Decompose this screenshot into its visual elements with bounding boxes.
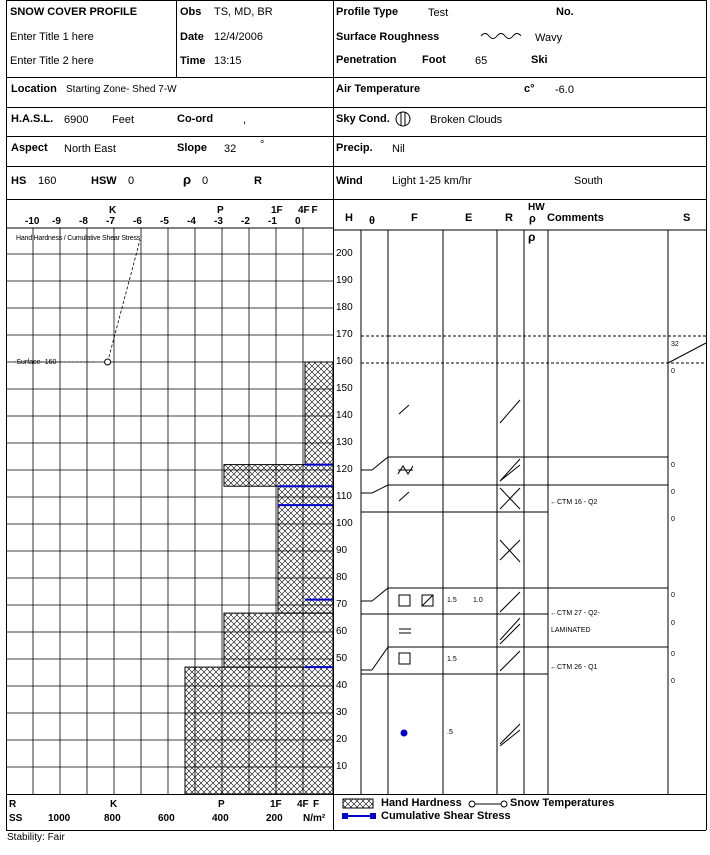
legend-shear-stress: Cumulative Shear Stress: [381, 810, 511, 822]
height-label: 120: [336, 464, 353, 475]
axis-tick: -1: [268, 216, 277, 227]
height-label: 190: [336, 275, 353, 286]
ss-800: 800: [104, 813, 121, 824]
profile-line: [500, 459, 520, 481]
ss-unit: N/m²: [303, 813, 326, 824]
hs-value: 160: [38, 175, 57, 187]
time-label: Time: [180, 55, 206, 67]
hw-rho-symbol: ρ: [528, 230, 536, 244]
bottom-1f: 1F: [270, 799, 282, 810]
bottom-k: K: [110, 799, 118, 810]
axis-tick: 0: [295, 216, 301, 227]
axis-letter: K: [109, 205, 117, 216]
profile-line: [500, 465, 520, 481]
hasl-value: 6900: [64, 114, 89, 126]
bottom-ss: SS: [9, 813, 23, 824]
height-label: 30: [336, 707, 348, 718]
axis-tick: -6: [133, 216, 142, 227]
foot-label: Foot: [422, 54, 446, 66]
aspect-label: Aspect: [11, 142, 48, 154]
legend-snow-temps: Snow Temperatures: [510, 797, 615, 809]
profile-line: [372, 457, 388, 470]
hand-hardness-bar: [224, 613, 333, 667]
col-s: S: [683, 212, 691, 224]
comment-text: ←CTM 16 - Q2: [550, 499, 598, 506]
profile-line: [500, 592, 520, 612]
s-value: 32: [671, 341, 679, 348]
divider: [333, 0, 334, 830]
profile-line: [372, 485, 388, 493]
hand-hardness-swatch: [342, 798, 376, 810]
ss-600: 600: [158, 813, 175, 824]
height-label: 180: [336, 302, 353, 313]
axis-tick: -4: [187, 216, 196, 227]
s-value: 0: [671, 651, 675, 658]
obs-label: Obs: [180, 6, 202, 18]
hs-label: HS: [11, 175, 27, 187]
axis-letter: 1F: [271, 205, 283, 216]
border-right: [706, 0, 707, 830]
height-label: 20: [336, 734, 348, 745]
comment-text: ←CTM 26 - Q1: [550, 664, 598, 671]
shear-stress-swatch: [342, 811, 376, 821]
coord-value: ,: [243, 114, 247, 126]
height-label: 80: [336, 572, 348, 583]
e-value: 1.5: [447, 656, 457, 663]
s-value: 0: [671, 462, 675, 469]
col-rho: ρ: [529, 213, 536, 225]
height-label: 200: [336, 248, 353, 259]
axis-tick: -2: [241, 216, 250, 227]
date-value: 12/4/2006: [214, 31, 263, 43]
grain-symbol: [399, 595, 410, 606]
axis-tick: -5: [160, 216, 169, 227]
divider: [6, 136, 706, 137]
axis-letter: F: [311, 205, 318, 216]
snow-temperature-line: [108, 240, 140, 362]
slope-label: Slope: [177, 142, 207, 154]
profile-type-value: Test: [428, 7, 449, 19]
border-left: [6, 0, 7, 830]
height-label: 10: [336, 761, 348, 772]
hand-hardness-bar: [185, 667, 333, 794]
height-label: 170: [336, 329, 353, 340]
hand-hardness-bar: [224, 465, 333, 487]
profile-line: [500, 400, 520, 423]
profile-line: [500, 724, 520, 744]
s-value: 0: [671, 489, 675, 496]
precip-value: Nil: [392, 143, 405, 155]
s-value: 0: [671, 620, 675, 627]
divider: [6, 199, 706, 200]
height-label: 50: [336, 653, 348, 664]
slope-unit: °: [260, 139, 265, 151]
surface-roughness-value: Wavy: [535, 32, 563, 44]
bottom-f: F: [313, 799, 320, 810]
e-value: 1.5: [447, 597, 457, 604]
height-label: 40: [336, 680, 348, 691]
comment-text: LAMINATED: [551, 627, 591, 634]
height-label: 150: [336, 383, 353, 394]
surface-label: -Surface- 160: [14, 359, 57, 366]
title-1[interactable]: Enter Title 1 here: [10, 31, 94, 43]
s-value: 0: [671, 368, 675, 375]
grain-symbol: [399, 405, 409, 414]
ss-1000: 1000: [48, 813, 71, 824]
wavy-icon: [480, 30, 522, 42]
grain-symbol: [422, 595, 433, 606]
hsw-value: 0: [128, 175, 135, 187]
bottom-r: R: [9, 799, 17, 810]
col-r: R: [505, 212, 513, 224]
col-comments: Comments: [547, 212, 604, 224]
title-2[interactable]: Enter Title 2 here: [10, 55, 94, 67]
axis-tick: -3: [214, 216, 223, 227]
height-label: 160: [336, 356, 353, 367]
ski-label: Ski: [531, 54, 548, 66]
surface-roughness-label: Surface Roughness: [336, 31, 440, 43]
divider: [176, 0, 177, 77]
hand-hardness-bar: [305, 362, 333, 465]
s-value: 0: [671, 678, 675, 685]
profile-line: [500, 651, 520, 671]
grain-symbol: [399, 653, 410, 664]
air-temp-label: Air Temperature: [336, 83, 421, 95]
axis-tick: -10: [25, 216, 40, 227]
divider: [6, 77, 706, 78]
border-top: [6, 0, 706, 1]
height-label: 70: [336, 599, 348, 610]
hasl-unit: Feet: [112, 114, 135, 126]
e-value: .5: [447, 729, 453, 736]
border-bottom: [6, 830, 706, 831]
profile-line: [500, 618, 520, 640]
axis-subtitle: Hand Hardness / Cumulative Shear Stress: [16, 235, 141, 242]
s-value: 0: [671, 592, 675, 599]
profile-line: [372, 588, 388, 601]
date-label: Date: [180, 31, 204, 43]
air-temp-unit: c°: [524, 83, 535, 95]
grain-symbol: [399, 492, 409, 501]
axis-tick: -8: [79, 216, 88, 227]
aspect-value: North East: [64, 143, 116, 155]
ss-400: 400: [212, 813, 229, 824]
no-label: No.: [556, 6, 574, 18]
s-value: 0: [671, 516, 675, 523]
hasl-label: H.A.S.L.: [11, 113, 54, 125]
location-value: Starting Zone- Shed 7-W: [66, 84, 177, 95]
precip-label: Precip.: [336, 142, 373, 154]
rho-value: 0: [202, 175, 209, 187]
axis-letter: P: [217, 205, 224, 216]
axis-tick: -9: [52, 216, 61, 227]
time-value: 13:15: [214, 55, 242, 67]
obs-value: TS, MD, BR: [214, 6, 273, 18]
col-e: E: [465, 212, 473, 224]
bottom-4f: 4F: [297, 799, 309, 810]
wind-direction: South: [574, 175, 603, 187]
r-label: R: [254, 175, 262, 187]
hsw-label: HSW: [91, 175, 117, 187]
height-label: 140: [336, 410, 353, 421]
profile-line: [500, 624, 520, 644]
wind-value: Light 1-25 km/hr: [392, 175, 472, 187]
axis-letter: 4F: [298, 205, 310, 216]
snow-temperature-point: [105, 359, 111, 365]
divider: [6, 166, 706, 167]
e-value: 1.0: [473, 597, 483, 604]
col-hw: HW: [528, 202, 545, 213]
stability-text: Stability: Fair: [7, 832, 65, 843]
col-f: F: [411, 212, 418, 224]
profile-type-label: Profile Type: [336, 6, 399, 18]
rho-label: ρ: [183, 172, 192, 187]
height-label: 90: [336, 545, 348, 556]
height-label: 60: [336, 626, 348, 637]
wind-label: Wind: [336, 175, 363, 187]
height-label: 100: [336, 518, 353, 529]
bottom-p: P: [218, 799, 225, 810]
divider: [6, 794, 706, 795]
legend-hand-hardness: Hand Hardness: [381, 797, 462, 809]
broken-clouds-icon: [394, 110, 412, 128]
divider: [6, 107, 706, 108]
col-theta: θ: [369, 215, 375, 227]
foot-value: 65: [475, 55, 488, 67]
axis-tick: -7: [106, 216, 115, 227]
comment-text: ←CTM 27 - Q2-: [550, 610, 600, 617]
slope-value: 32: [224, 143, 237, 155]
col-h: H: [345, 212, 353, 224]
coord-label: Co-ord: [177, 113, 214, 125]
sky-value: Broken Clouds: [430, 114, 503, 126]
profile-line: [372, 647, 388, 670]
ss-200: 200: [266, 813, 283, 824]
height-label: 110: [336, 491, 352, 502]
sky-label: Sky Cond.: [336, 113, 390, 125]
location-label: Location: [11, 83, 57, 95]
snow-temp-swatch: [468, 798, 508, 810]
profile-line: [500, 730, 520, 746]
profile-title: SNOW COVER PROFILE: [10, 6, 138, 18]
penetration-label: Penetration: [336, 54, 397, 66]
height-label: 130: [336, 437, 353, 448]
grain-symbol: [401, 730, 408, 737]
air-temp-value: -6.0: [555, 84, 574, 96]
